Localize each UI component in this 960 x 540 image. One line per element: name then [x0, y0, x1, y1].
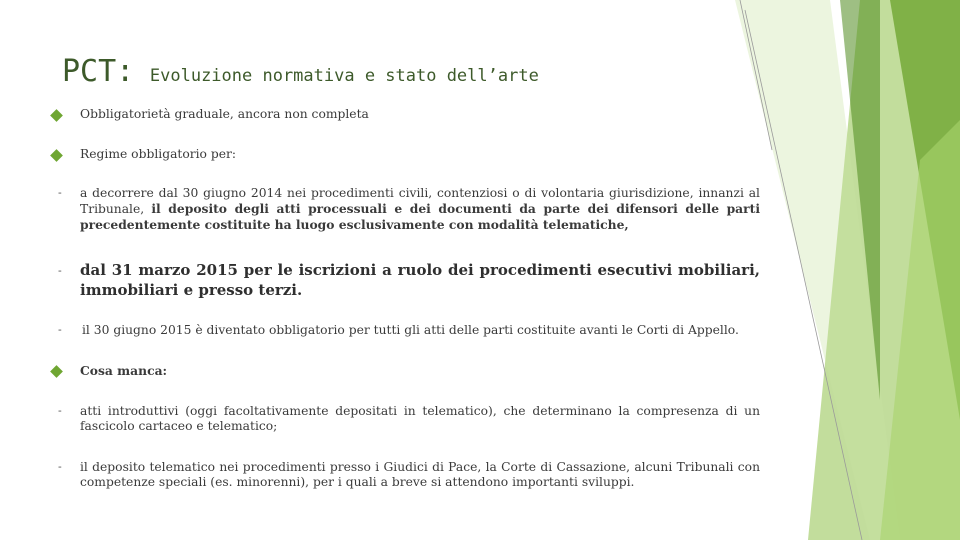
- list-item-text: il deposito telematico nei procedimenti presso i Giudici di Pace, la Corte di Cassazione, alcuni Tribunali con competenze speciali (es. minorenni), per i quali a breve si attendono importanti sviluppi.: [80, 460, 760, 489]
- list-item-text: il 30 giugno 2015 è diventato obbligatorio per tutti gli atti delle parti costituite avanti le Corti di Appello.: [82, 323, 739, 337]
- title-subtitle: Evoluzione normativa e stato dell’arte: [149, 66, 539, 86]
- slide-title: [62, 54, 539, 89]
- dash-bullet: -: [58, 323, 62, 336]
- dash-bullet: -: [58, 404, 62, 417]
- dash-bullet: -: [58, 186, 62, 199]
- list-item-text: Cosa manca:: [80, 363, 168, 378]
- dash-bullet: -: [58, 460, 62, 473]
- list-item-text: [80, 186, 760, 233]
- dash-bullet: -: [58, 264, 62, 277]
- list-item-text-plain: a decorrere dal 30 giugno 2014 nei procedimenti civili, contenziosi o di volontaria giurisdizione, innanzi al Tribunale,: [80, 186, 760, 216]
- list-item-text: Obbligatorietà graduale, ancora non completa: [80, 107, 369, 121]
- list-item-text: Regime obbligatorio per:: [80, 147, 237, 161]
- list-item-text: dal 31 marzo 2015 per le iscrizioni a ruolo dei procedimenti esecutivi mobiliari, immobiliari e presso terzi.: [80, 261, 760, 299]
- list-item-text: atti introduttivi (oggi facoltativamente depositati in telematico), che determinano la compresenza di un fascicolo cartaceo e telematico;: [80, 404, 760, 433]
- list-item-text-bold: il deposito degli atti processuali e dei documenti da parte dei difensori delle parti precedentemente costituite ha luogo esclusivamente con modalità telematiche,: [80, 201, 760, 232]
- title-main: PCT:: [62, 54, 135, 89]
